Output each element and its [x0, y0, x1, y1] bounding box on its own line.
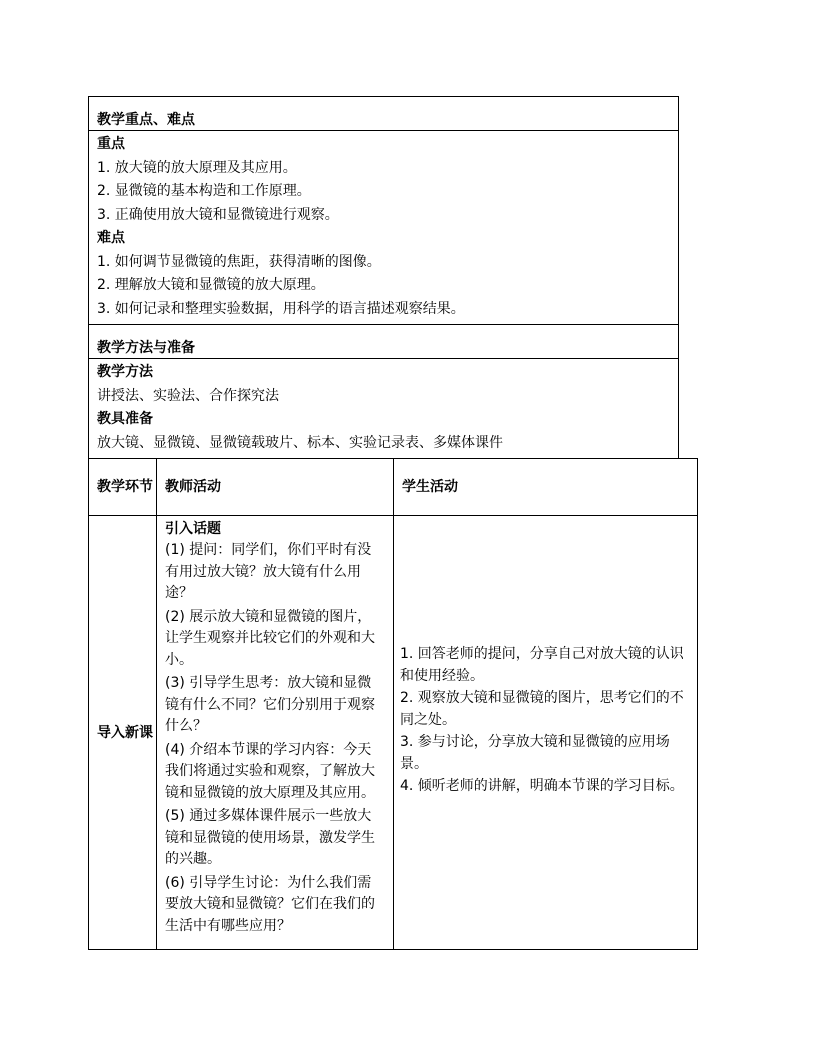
- teacher-activity-heading: 引入话题: [165, 521, 221, 537]
- tools-heading: 教具准备: [97, 411, 153, 427]
- key-point-item: 2. 显微镜的基本构造和工作原理。: [97, 183, 311, 199]
- header-stage: 教学环节: [89, 459, 157, 516]
- focus-section-title: 教学重点、难点: [88, 96, 679, 130]
- stage-cell: 导入新课: [89, 516, 157, 950]
- header-student-activity: 学生活动: [394, 459, 698, 516]
- teacher-activity-item: (4) 介绍本节课的学习内容：今天我们将通过实验和观察，了解放大镜和显微镜的放大原理及其应用。: [165, 741, 375, 801]
- student-activity-item: 3. 参与讨论，分享放大镜和显微镜的应用场景。: [400, 734, 670, 772]
- method-heading: 教学方法: [97, 364, 153, 380]
- methods-section-body: [88, 358, 679, 458]
- student-activity-item: 2. 观察放大镜和显微镜的图片，思考它们的不同之处。: [400, 690, 684, 728]
- table-header-row: [89, 459, 698, 516]
- table-row: [89, 516, 698, 950]
- method-text: 讲授法、实验法、合作探究法: [97, 387, 279, 404]
- teacher-activity-cell: [157, 516, 394, 950]
- difficult-point-item: 2. 理解放大镜和显微镜的放大原理。: [97, 277, 325, 293]
- difficult-points-heading: 难点: [97, 230, 125, 246]
- header-teacher-activity: 教师活动: [157, 459, 394, 516]
- teacher-activity-item: (5) 通过多媒体课件展示一些放大镜和显微镜的使用场景，激发学生的兴趣。: [165, 808, 375, 867]
- student-activity-cell: [394, 516, 698, 950]
- key-points-heading: 重点: [97, 136, 125, 152]
- tools-text: 放大镜、显微镜、显微镜载玻片、标本、实验记录表、多媒体课件: [97, 434, 503, 451]
- teacher-activity-item: (1) 提问：同学们，你们平时有没有用过放大镜？放大镜有什么用途？: [165, 542, 372, 601]
- difficult-point-item: 1. 如何调节显微镜的焦距，获得清晰的图像。: [97, 253, 381, 270]
- methods-section-title: 教学方法与准备: [88, 324, 679, 358]
- teacher-activity-item: (6) 引导学生讨论：为什么我们需要放大镜和显微镜？它们在我们的生活中有哪些应用？: [165, 874, 375, 934]
- student-activity-list: [400, 643, 691, 797]
- difficult-point-item: 3. 如何记录和整理实验数据，用科学的语言描述观察结果。: [97, 300, 465, 317]
- teacher-activity-item: (3) 引导学生思考：放大镜和显微镜有什么不同？它们分别用于观察什么？: [165, 675, 375, 734]
- activity-table: [88, 458, 698, 950]
- teacher-activity-item: (2) 展示放大镜和显微镜的图片，让学生观察并比较它们的外观和大小。: [165, 608, 375, 668]
- focus-section-body: [88, 130, 679, 324]
- student-activity-item: 1. 回答老师的提问，分享自己对放大镜的认识和使用经验。: [400, 646, 684, 684]
- student-activity-item: 4. 倾听老师的讲解，明确本节课的学习目标。: [400, 778, 684, 794]
- key-point-item: 3. 正确使用放大镜和显微镜进行观察。: [97, 206, 339, 223]
- key-point-item: 1. 放大镜的放大原理及其应用。: [97, 159, 297, 176]
- lesson-plan-document: [88, 96, 684, 950]
